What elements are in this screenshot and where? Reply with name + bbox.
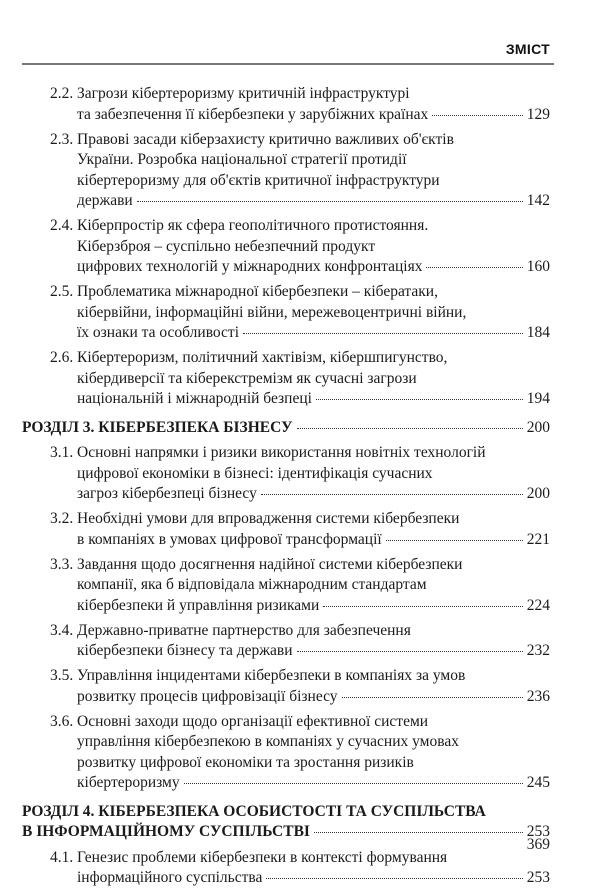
entry-title-line: держави (77, 192, 133, 209)
entry-title-line: інформаційного суспільства (77, 869, 263, 886)
entry-title-line: в компаніях в умовах цифрової трансформації (77, 530, 382, 548)
entry-title-line: Генезис проблеми кібербезпеки в контексті формування (77, 848, 448, 866)
dot-leader (297, 427, 523, 429)
toc-section-entry (22, 621, 550, 662)
section-number: 3.6. (50, 712, 74, 730)
toc-section-entry (22, 712, 550, 794)
section-number: 4.1. (50, 848, 74, 866)
section-number: 2.3. (50, 130, 74, 148)
entry-title-line: В ІНФОРМАЦІЙНОМУ СУСПІЛЬСТВІ (22, 823, 310, 840)
table-of-contents (22, 84, 550, 893)
entry-title-line: кібербезпеки й управління ризиками (77, 596, 320, 614)
entry-page-number: 194 (526, 390, 550, 407)
toc-chapter-entry (22, 802, 550, 843)
toc-section-entry (22, 666, 550, 707)
entry-page-number: 200 (526, 418, 550, 436)
dot-leader (314, 831, 523, 833)
toc-section-entry (22, 555, 550, 617)
dot-leader (266, 877, 522, 879)
entry-title-line: Кібертероризм, політичний хактівізм, кібершпигунство, (77, 349, 448, 366)
toc-section-entry (22, 509, 550, 550)
toc-section-entry (22, 443, 550, 505)
entry-page-number: 232 (526, 642, 550, 659)
entry-page-number: 160 (526, 258, 550, 275)
toc-section-entry (22, 216, 550, 278)
running-header-title: ЗМІСТ (505, 41, 550, 57)
dot-leader (137, 200, 523, 202)
entry-title-line: України. Розробка національної стратегії протидії (77, 151, 407, 168)
entry-title-line: їх ознаки та особливості (77, 324, 240, 341)
entry-title-line: цифрових технологій у міжнародних конфронтаціях (77, 258, 423, 275)
toc-section-entry (22, 848, 550, 889)
entry-page-number: 224 (526, 596, 550, 614)
entry-title-line: РОЗДІЛ 3. КІБЕРБЕЗПЕКА БІЗНЕСУ (22, 418, 293, 436)
dot-leader (386, 539, 523, 541)
entry-title-line: кібертероризму (77, 774, 180, 791)
entry-title-line: кібербезпеки бізнесу та держави (77, 642, 293, 659)
page-number: 369 (526, 836, 550, 853)
entry-page-number: 245 (526, 774, 550, 791)
entry-page-number: 221 (526, 530, 550, 548)
entry-page-number: 236 (526, 687, 550, 705)
header-divider (22, 63, 554, 65)
dot-leader (261, 493, 523, 495)
dot-leader (297, 650, 523, 652)
toc-section-entry (22, 282, 550, 344)
entry-title-line: РОЗДІЛ 4. КІБЕРБЕЗПЕКА ОСОБИСТОСТІ ТА СУСПІЛЬСТВА (22, 802, 486, 820)
section-number: 3.4. (50, 621, 74, 639)
entry-title-line: цифрової економіки в бізнесі: ідентифікація сучасних (77, 464, 433, 482)
entry-page-number: 184 (526, 324, 550, 341)
entry-page-number: 200 (526, 485, 550, 502)
toc-section-entry (22, 84, 550, 125)
dot-leader (323, 605, 523, 607)
entry-title-line: кібервійни, інформаційні війни, мережевоцентричні війни, (77, 303, 467, 321)
dot-leader (342, 696, 523, 698)
section-number: 3.3. (50, 555, 74, 573)
dot-leader (243, 332, 523, 334)
section-number: 2.6. (50, 349, 74, 366)
entry-title-line: Основні напрямки і ризики використання новітніх технологій (77, 444, 486, 461)
toc-chapter-entry (22, 418, 550, 439)
dot-leader (432, 114, 522, 116)
entry-title-line: Необхідні умови для впровадження системи кібербезпеки (77, 510, 460, 527)
entry-title-line: розвитку процесів цифровізації бізнесу (77, 687, 338, 705)
toc-section-entry (22, 348, 550, 410)
entry-page-number: 253 (526, 823, 550, 840)
entry-title-line: Основні заходи щодо організації ефективної системи (77, 712, 429, 730)
entry-page-number: 253 (526, 869, 550, 886)
section-number: 2.2. (50, 85, 74, 102)
entry-title-line: кібердиверсії та кіберекстремізм як сучасні загрози (77, 369, 417, 387)
toc-section-entry (22, 130, 550, 212)
section-number: 2.5. (50, 283, 74, 300)
entry-title-line: управління кібербезпекою в компаніях у сучасних умовах (77, 733, 459, 750)
section-number: 3.5. (50, 667, 74, 684)
entry-title-line: Проблематика міжнародної кібербезпеки – кібератаки, (77, 283, 438, 300)
entry-title-line: розвитку цифрової економіки та зростання ризиків (77, 753, 414, 771)
section-number: 2.4. (50, 217, 74, 234)
entry-title-line: Кіберзброя – суспільно небезпечний продукт (77, 237, 376, 255)
entry-page-number: 129 (526, 105, 550, 123)
entry-title-line: Загрози кібертероризму критичній інфраструктурі (77, 85, 410, 102)
entry-title-line: Державно-приватне партнерство для забезпечення (77, 621, 411, 639)
dot-leader (184, 782, 523, 784)
dot-leader (316, 398, 523, 400)
entry-title-line: Правові засади кіберзахисту критично важливих об'єктів (77, 130, 454, 148)
entry-title-line: компанії, яка б відповідала міжнародним стандартам (77, 576, 427, 593)
entry-title-line: Кіберпростір як сфера геополітичного протистояння. (77, 217, 429, 234)
dot-leader (426, 266, 522, 268)
entry-title-line: кібертероризму для об'єктів критичної інфраструктури (77, 171, 440, 189)
entry-title-line: національній і міжнародній безпеці (77, 390, 312, 407)
entry-title-line: загроз кібербезпеці бізнесу (77, 485, 257, 502)
section-number: 3.2. (50, 510, 74, 527)
entry-title-line: Управління інцидентами кібербезпеки в компаніях за умов (77, 667, 466, 684)
entry-page-number: 142 (526, 192, 550, 209)
entry-title-line: та забезпечення її кібербезпеки у зарубіжних країнах (77, 105, 429, 123)
section-number: 3.1. (50, 444, 74, 461)
entry-title-line: Завдання щодо досягнення надійної системи кібербезпеки (77, 555, 463, 573)
